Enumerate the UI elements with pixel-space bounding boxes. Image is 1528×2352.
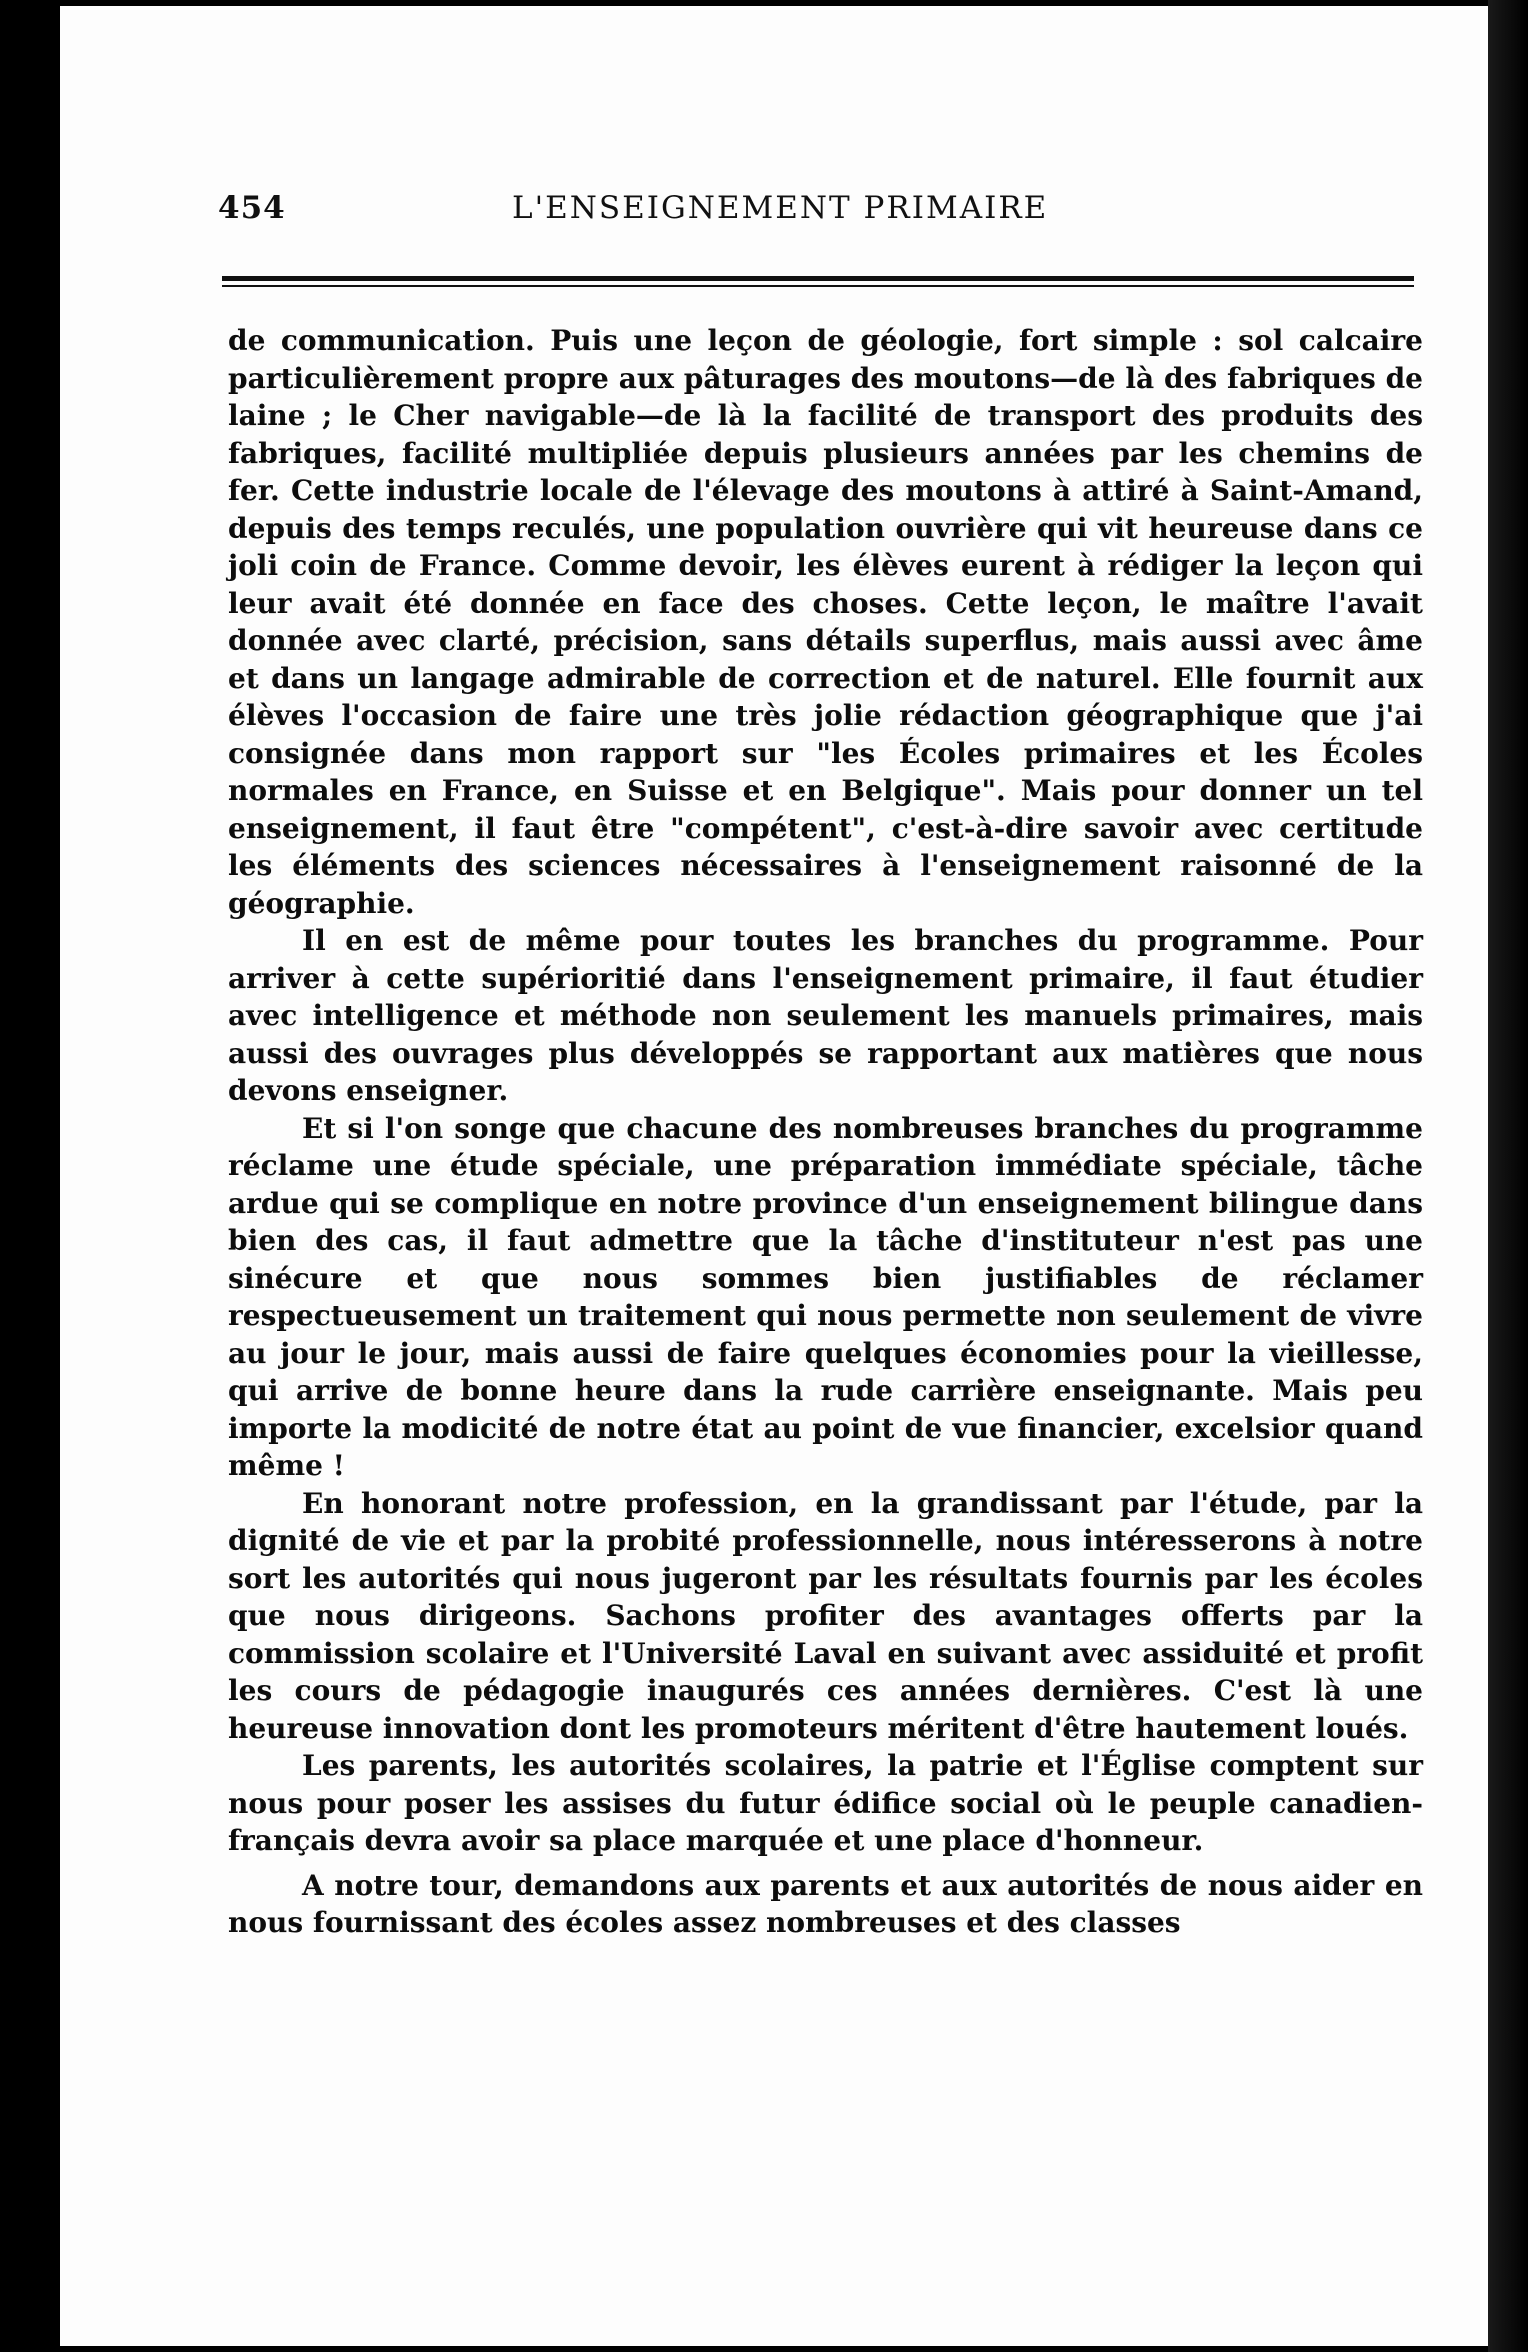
paragraph-1: de communication. Puis une leçon de géologie, fort simple : sol calcaire particulièrement propre aux pâturages des moutons—de là des fabriques de laine ; le Cher navigable—de là la facilité de transport des produits des fabriques, facilité multipliée depuis plusieurs années par les chemins de fer. Cette industrie locale de l'élevage des moutons à attiré à Saint-Amand, depuis des temps reculés, une population ouvrière qui vit heureuse dans ce joli coin de France. Comme devoir, les élèves eurent à rédiger la leçon qui leur avait été donnée en face des choses. Cette leçon, le maître l'avait donnée avec clarté, précision, sans détails superflus, mais aussi avec âme et dans un langage admirable de correction et de naturel. Elle fournit aux élèves l'occasion de faire une très jolie rédaction géographique que j'ai consignée dans mon rapport sur "les Écoles primaires et les Écoles normales en France, en Suisse et en Belgique". Mais pour donner un tel enseignement, il faut être "compétent", c'est-à-dire savoir avec certitude les éléments des sciences nécessaires à l'enseignement raisonné de la géographie. <box>228 324 1423 920</box>
page-edge-shadow <box>1488 0 1528 2352</box>
paragraph-3: Et si l'on songe que chacune des nombreuses branches du programme réclame une étude spéciale, une préparation immédiate spéciale, tâche ardue qui se complique en notre province d'un enseignement bilingue dans bien des cas, il faut admettre que la tâche d'instituteur n'est pas une sinécure et que nous sommes bien justifiables de réclamer respectueusement un traitement qui nous permette non seulement de vivre au jour le jour, mais aussi de faire quelques économies pour la vieillesse, qui arrive de bonne heure dans la rude carrière enseignante. Mais peu importe la modicité de notre état au point de vue financier, excelsior quand même ! <box>228 1111 1423 1482</box>
paragraph-5: Les parents, les autorités scolaires, la patrie et l'Église comptent sur nous pour poser les assises du futur édifice social où le peuple canadien-français devra avoir sa place marquée et une place d'honneur. <box>228 1749 1423 1857</box>
running-title: L'ENSEIGNEMENT PRIMAIRE <box>512 190 1049 226</box>
body-text <box>228 322 1423 1942</box>
paragraph-4: En honorant notre profession, en la grandissant par l'étude, par la dignité de vie et par la probité professionnelle, nous intéresserons à notre sort les autorités qui nous jugeront par les résultats fournis par les écoles que nous dirigeons. Sachons profiter des avantages offerts par la commission scolaire et l'Université Laval en suivant avec assiduité et profit les cours de pédagogie inaugurés ces années dernières. C'est là une heureuse innovation dont les promoteurs méritent d'être hautement loués. <box>228 1486 1423 1745</box>
page-header <box>218 190 1418 240</box>
paragraph-6: A notre tour, demandons aux parents et aux autorités de nous aider en nous fournissant des écoles assez nombreuses et des classes <box>228 1868 1423 1939</box>
header-rule-thin <box>222 285 1414 287</box>
header-rule-thick <box>222 276 1414 281</box>
page-number: 454 <box>218 190 286 226</box>
paragraph-2: Il en est de même pour toutes les branches du programme. Pour arriver à cette supérioritié dans l'enseignement primaire, il faut étudier avec intelligence et méthode non seulement les manuels primaires, mais aussi des ouvrages plus développés se rapportant aux matières que nous devons enseigner. <box>228 924 1423 1107</box>
